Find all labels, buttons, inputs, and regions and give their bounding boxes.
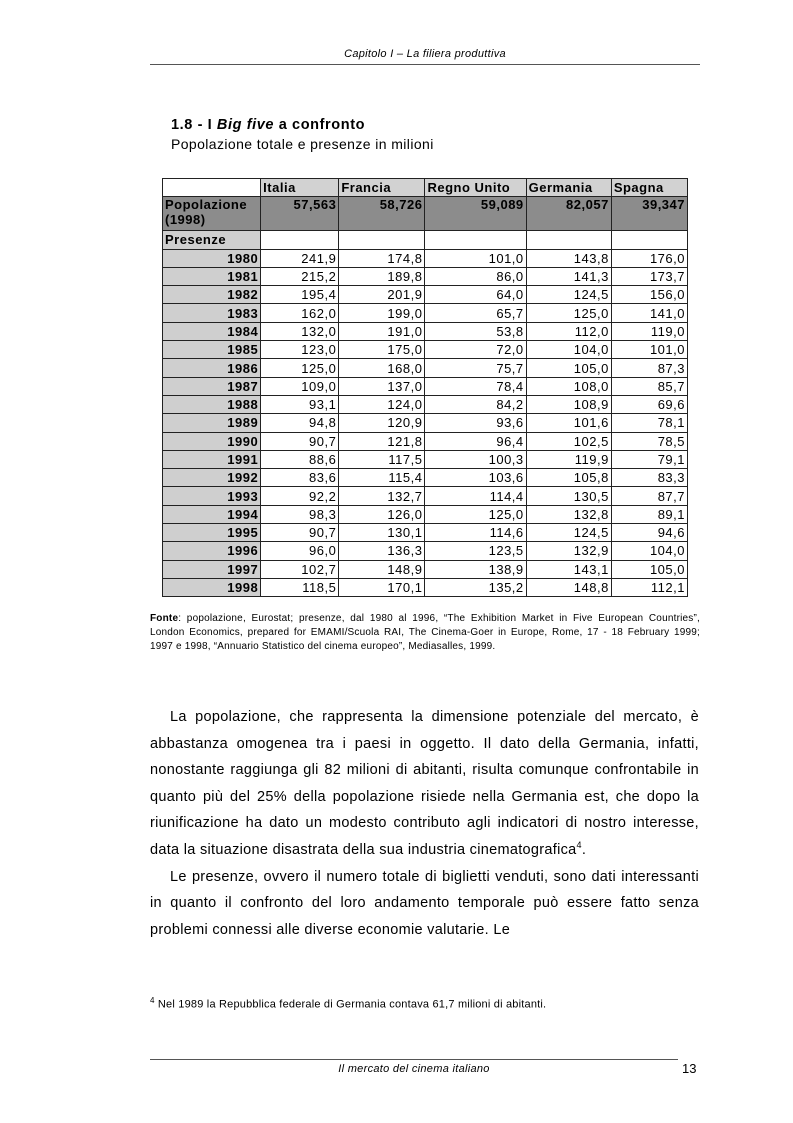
column-header: Regno Unito bbox=[425, 179, 526, 197]
body-text bbox=[150, 704, 699, 943]
value-cell: 83,3 bbox=[611, 469, 687, 487]
presence-label: Presenze bbox=[163, 231, 261, 249]
table-row bbox=[163, 304, 688, 322]
empty-cell bbox=[425, 231, 526, 249]
table-row bbox=[163, 286, 688, 304]
year-cell: 1991 bbox=[163, 450, 261, 468]
value-cell: 79,1 bbox=[611, 450, 687, 468]
value-cell: 121,8 bbox=[339, 432, 425, 450]
table-row bbox=[163, 377, 688, 395]
value-cell: 89,1 bbox=[611, 505, 687, 523]
value-cell: 117,5 bbox=[339, 450, 425, 468]
year-cell: 1990 bbox=[163, 432, 261, 450]
value-cell: 101,0 bbox=[611, 341, 687, 359]
value-cell: 100,3 bbox=[425, 450, 526, 468]
year-cell: 1989 bbox=[163, 414, 261, 432]
column-header: Spagna bbox=[611, 179, 687, 197]
year-cell: 1993 bbox=[163, 487, 261, 505]
value-cell: 72,0 bbox=[425, 341, 526, 359]
value-cell: 108,0 bbox=[526, 377, 611, 395]
value-cell: 136,3 bbox=[339, 542, 425, 560]
table-row bbox=[163, 267, 688, 285]
value-cell: 143,8 bbox=[526, 249, 611, 267]
value-cell: 115,4 bbox=[339, 469, 425, 487]
value-cell: 87,3 bbox=[611, 359, 687, 377]
year-cell: 1997 bbox=[163, 560, 261, 578]
value-cell: 199,0 bbox=[339, 304, 425, 322]
population-cell: 58,726 bbox=[339, 197, 425, 231]
section-title bbox=[171, 117, 365, 133]
value-cell: 141,0 bbox=[611, 304, 687, 322]
value-cell: 83,6 bbox=[261, 469, 339, 487]
value-cell: 168,0 bbox=[339, 359, 425, 377]
value-cell: 137,0 bbox=[339, 377, 425, 395]
value-cell: 119,0 bbox=[611, 322, 687, 340]
value-cell: 105,0 bbox=[526, 359, 611, 377]
value-cell: 94,6 bbox=[611, 524, 687, 542]
value-cell: 112,0 bbox=[526, 322, 611, 340]
column-header: Italia bbox=[261, 179, 339, 197]
value-cell: 123,0 bbox=[261, 341, 339, 359]
empty-cell bbox=[339, 231, 425, 249]
value-cell: 118,5 bbox=[261, 578, 339, 596]
value-cell: 86,0 bbox=[425, 267, 526, 285]
value-cell: 170,1 bbox=[339, 578, 425, 596]
value-cell: 84,2 bbox=[425, 395, 526, 413]
year-cell: 1992 bbox=[163, 469, 261, 487]
value-cell: 87,7 bbox=[611, 487, 687, 505]
value-cell: 103,6 bbox=[425, 469, 526, 487]
value-cell: 88,6 bbox=[261, 450, 339, 468]
big-five-table bbox=[162, 178, 688, 597]
value-cell: 148,9 bbox=[339, 560, 425, 578]
value-cell: 123,5 bbox=[425, 542, 526, 560]
year-cell: 1984 bbox=[163, 322, 261, 340]
footnote-text: Nel 1989 la Repubblica federale di Germania contava 61,7 milioni di abitanti. bbox=[154, 998, 547, 1011]
table-row bbox=[163, 450, 688, 468]
value-cell: 195,4 bbox=[261, 286, 339, 304]
column-header: Germania bbox=[526, 179, 611, 197]
page-number: 13 bbox=[682, 1061, 697, 1076]
value-cell: 132,7 bbox=[339, 487, 425, 505]
table-row bbox=[163, 560, 688, 578]
paragraph-end: . bbox=[581, 841, 587, 858]
table-row bbox=[163, 414, 688, 432]
table-row bbox=[163, 322, 688, 340]
empty-cell bbox=[261, 231, 339, 249]
column-header: Francia bbox=[339, 179, 425, 197]
value-cell: 191,0 bbox=[339, 322, 425, 340]
footnote-mark: 4 bbox=[150, 996, 155, 1005]
empty-cell bbox=[611, 231, 687, 249]
value-cell: 101,0 bbox=[425, 249, 526, 267]
value-cell: 96,4 bbox=[425, 432, 526, 450]
value-cell: 132,8 bbox=[526, 505, 611, 523]
paragraph-text: La popolazione, che rappresenta la dimensione potenziale del mercato, è abbastanza omogenea tra i paesi in oggetto. Il dato della Germania, infatti, nonostante raggiunga gli 82 milioni di abitanti, risulta comunque confrontabile in quanto più del 25% della popolazione risiede nella Germania est, che dopo la riunificazione ha dato un modesto contributo agli indicatori di nostro interesse, data la situazione disastrata della sua industria cinematografica bbox=[150, 709, 699, 858]
section-subtitle: Popolazione totale e presenze in milioni bbox=[171, 136, 434, 152]
table-row bbox=[163, 524, 688, 542]
year-cell: 1985 bbox=[163, 341, 261, 359]
population-label: Popolazione (1998) bbox=[163, 197, 261, 231]
value-cell: 105,8 bbox=[526, 469, 611, 487]
value-cell: 174,8 bbox=[339, 249, 425, 267]
value-cell: 53,8 bbox=[425, 322, 526, 340]
value-cell: 105,0 bbox=[611, 560, 687, 578]
footer-divider bbox=[150, 1059, 678, 1060]
value-cell: 64,0 bbox=[425, 286, 526, 304]
value-cell: 85,7 bbox=[611, 377, 687, 395]
value-cell: 90,7 bbox=[261, 432, 339, 450]
value-cell: 102,7 bbox=[261, 560, 339, 578]
table-row bbox=[163, 542, 688, 560]
table-row bbox=[163, 395, 688, 413]
value-cell: 65,7 bbox=[425, 304, 526, 322]
section-title-italic: Big five bbox=[216, 117, 275, 133]
year-cell: 1994 bbox=[163, 505, 261, 523]
value-cell: 143,1 bbox=[526, 560, 611, 578]
value-cell: 114,6 bbox=[425, 524, 526, 542]
footnote-reference: 4 bbox=[576, 840, 582, 851]
value-cell: 96,0 bbox=[261, 542, 339, 560]
table-row bbox=[163, 432, 688, 450]
value-cell: 124,5 bbox=[526, 286, 611, 304]
table-source-note bbox=[150, 612, 700, 654]
value-cell: 78,1 bbox=[611, 414, 687, 432]
year-cell: 1987 bbox=[163, 377, 261, 395]
running-header-title: Capitolo I – La filiera produttiva bbox=[344, 48, 506, 60]
year-cell: 1982 bbox=[163, 286, 261, 304]
table-header-corner bbox=[163, 179, 261, 197]
value-cell: 98,3 bbox=[261, 505, 339, 523]
table-header-row bbox=[163, 179, 688, 197]
year-cell: 1998 bbox=[163, 578, 261, 596]
source-label: Fonte bbox=[150, 613, 179, 624]
population-row bbox=[163, 197, 688, 231]
value-cell: 175,0 bbox=[339, 341, 425, 359]
population-cell: 59,089 bbox=[425, 197, 526, 231]
value-cell: 93,1 bbox=[261, 395, 339, 413]
value-cell: 130,5 bbox=[526, 487, 611, 505]
value-cell: 94,8 bbox=[261, 414, 339, 432]
value-cell: 141,3 bbox=[526, 267, 611, 285]
value-cell: 119,9 bbox=[526, 450, 611, 468]
value-cell: 176,0 bbox=[611, 249, 687, 267]
table-row bbox=[163, 487, 688, 505]
table-row bbox=[163, 249, 688, 267]
value-cell: 125,0 bbox=[261, 359, 339, 377]
table-row bbox=[163, 359, 688, 377]
value-cell: 215,2 bbox=[261, 267, 339, 285]
value-cell: 75,7 bbox=[425, 359, 526, 377]
footnote bbox=[150, 996, 546, 1011]
year-cell: 1988 bbox=[163, 395, 261, 413]
section-title-rest: a confronto bbox=[278, 117, 366, 133]
value-cell: 93,6 bbox=[425, 414, 526, 432]
value-cell: 92,2 bbox=[261, 487, 339, 505]
value-cell: 126,0 bbox=[339, 505, 425, 523]
value-cell: 132,9 bbox=[526, 542, 611, 560]
value-cell: 162,0 bbox=[261, 304, 339, 322]
year-cell: 1980 bbox=[163, 249, 261, 267]
value-cell: 90,7 bbox=[261, 524, 339, 542]
value-cell: 102,5 bbox=[526, 432, 611, 450]
source-text: : popolazione, Eurostat; presenze, dal 1980 al 1996, “The Exhibition Market in Five European Countries”, London Economics, prepared for EMAMI/Scuola RAI, The Cinema-Goer in Europe, Rome, 17 - 18 February 1999; 1997 e 1998, “Annuario Statistico del cinema europeo”, Mediasalles, 1999. bbox=[150, 613, 700, 652]
year-cell: 1983 bbox=[163, 304, 261, 322]
value-cell: 241,9 bbox=[261, 249, 339, 267]
value-cell: 124,5 bbox=[526, 524, 611, 542]
value-cell: 120,9 bbox=[339, 414, 425, 432]
value-cell: 104,0 bbox=[526, 341, 611, 359]
value-cell: 135,2 bbox=[425, 578, 526, 596]
value-cell: 125,0 bbox=[425, 505, 526, 523]
paragraph bbox=[150, 704, 699, 864]
value-cell: 125,0 bbox=[526, 304, 611, 322]
year-cell: 1986 bbox=[163, 359, 261, 377]
table-row bbox=[163, 505, 688, 523]
running-header bbox=[150, 48, 700, 65]
value-cell: 132,0 bbox=[261, 322, 339, 340]
population-cell: 39,347 bbox=[611, 197, 687, 231]
section-number: 1.8 - I bbox=[171, 117, 213, 133]
year-cell: 1995 bbox=[163, 524, 261, 542]
value-cell: 130,1 bbox=[339, 524, 425, 542]
paragraph: Le presenze, ovvero il numero totale di biglietti venduti, sono dati interessanti in quanto il confronto del loro andamento temporale può essere fatto senza problemi connessi alle diverse economie valutarie. Le bbox=[150, 868, 699, 938]
presence-label-row bbox=[163, 231, 688, 249]
table-row bbox=[163, 469, 688, 487]
population-cell: 57,563 bbox=[261, 197, 339, 231]
value-cell: 201,9 bbox=[339, 286, 425, 304]
value-cell: 78,4 bbox=[425, 377, 526, 395]
empty-cell bbox=[526, 231, 611, 249]
value-cell: 173,7 bbox=[611, 267, 687, 285]
value-cell: 138,9 bbox=[425, 560, 526, 578]
value-cell: 156,0 bbox=[611, 286, 687, 304]
value-cell: 69,6 bbox=[611, 395, 687, 413]
value-cell: 114,4 bbox=[425, 487, 526, 505]
value-cell: 112,1 bbox=[611, 578, 687, 596]
value-cell: 108,9 bbox=[526, 395, 611, 413]
value-cell: 101,6 bbox=[526, 414, 611, 432]
value-cell: 78,5 bbox=[611, 432, 687, 450]
running-footer: Il mercato del cinema italiano bbox=[338, 1063, 490, 1075]
year-cell: 1996 bbox=[163, 542, 261, 560]
table-row bbox=[163, 578, 688, 596]
year-cell: 1981 bbox=[163, 267, 261, 285]
table-row bbox=[163, 341, 688, 359]
value-cell: 104,0 bbox=[611, 542, 687, 560]
population-cell: 82,057 bbox=[526, 197, 611, 231]
value-cell: 148,8 bbox=[526, 578, 611, 596]
value-cell: 124,0 bbox=[339, 395, 425, 413]
value-cell: 109,0 bbox=[261, 377, 339, 395]
value-cell: 189,8 bbox=[339, 267, 425, 285]
